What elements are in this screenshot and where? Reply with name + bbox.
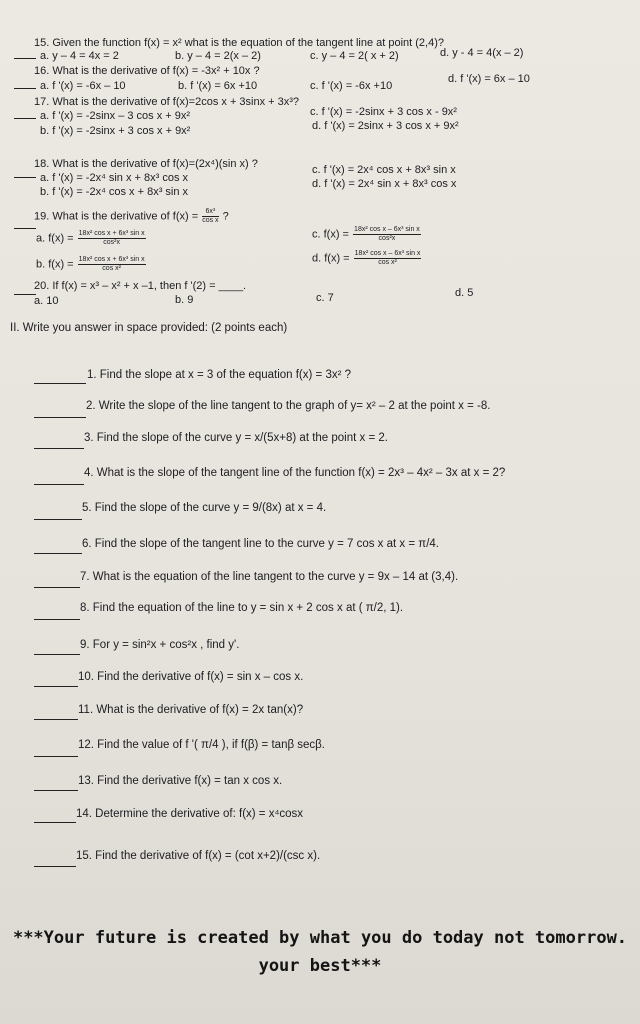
answer-blank-q16[interactable] [14,88,36,89]
answer-blank-p2-12[interactable] [34,756,78,757]
question-16: 16. What is the derivative of f(x) = -3x² + 10x ? [34,65,260,77]
choice-15a: a. y – 4 = 4x = 2 [40,50,119,62]
part2-item-3: 3. Find the slope of the curve y = x/(5x+8) at the point x = 2. [84,432,388,444]
answer-blank-q20[interactable] [14,294,36,295]
part2-item-5: 5. Find the slope of the curve y = 9/(8x) at x = 4. [82,502,327,514]
choice-18b: b. f '(x) = -2x⁴ cos x + 8x³ sin x [40,186,189,198]
choice-19b-fraction [78,256,146,273]
fraction-denominator: cos x² [378,259,397,266]
part2-item-7: 7. What is the equation of the line tangent to the curve y = 9x – 14 at (3,4). [80,571,459,583]
choice-20d: d. 5 [455,287,474,299]
fraction-denominator: cos x² [102,265,121,272]
choice-20a: a. 10 [34,295,59,307]
fraction-denominator: cos x [202,217,219,224]
question-18: 18. What is the derivative of f(x)=(2x⁴)(sin x) ? [34,158,258,170]
choice-19d-fraction [354,250,422,267]
choice-17d: d. f '(x) = 2sinx + 3 cos x + 9x² [312,120,459,132]
answer-blank-q18[interactable] [14,177,36,178]
answer-blank-q19[interactable] [14,228,36,229]
answer-blank-p2-4[interactable] [34,484,84,485]
choice-15c: c. y – 4 = 2( x + 2) [310,50,399,62]
choice-15b: b. y – 4 = 2(x – 2) [175,50,261,62]
part2-item-10: 10. Find the derivative of f(x) = sin x – cos x. [78,671,304,683]
part2-item-8: 8. Find the equation of the line to y = sin x + 2 cos x at ( π/2, 1). [80,602,404,614]
question-19-fraction [202,208,218,225]
fraction-numerator: 18x² cos x – 6x³ sin x [354,250,421,257]
choice-19a [36,230,147,247]
choice-18d: d. f '(x) = 2x⁴ sin x + 8x³ cos x [312,178,457,190]
question-15: 15. Given the function f(x) = x² what is the equation of the tangent line at point (2,4)? [34,37,444,49]
answer-blank-p2-7[interactable] [34,587,80,588]
answer-blank-p2-14[interactable] [34,822,76,823]
answer-blank-p2-13[interactable] [34,790,78,791]
answer-blank-p2-15[interactable] [34,866,76,867]
answer-blank-p2-6[interactable] [34,553,82,554]
answer-blank-p2-3[interactable] [34,448,84,449]
fraction-numerator: 18x² cos x – 6x³ sin x [354,226,420,233]
choice-16a: a. f '(x) = -6x – 10 [40,80,126,92]
fraction-numerator: 18x² cos x + 6x³ sin x [78,230,145,237]
part2-heading: II. Write you answer in space provided: (2 points each) [10,322,288,334]
part2-item-11: 11. What is the derivative of f(x) = 2x tan(x)? [78,704,304,716]
choice-19b [36,256,147,273]
choice-19d [312,250,422,267]
fraction-numerator: 18x² cos x + 6x³ sin x [78,256,145,263]
fraction-denominator: cos²x [103,239,120,246]
part2-item-9: 9. For y = sin²x + cos²x , find y'. [80,639,240,651]
part2-item-1: 1. Find the slope at x = 3 of the equation f(x) = 3x² ? [87,369,352,381]
choice-16d: d. f '(x) = 6x – 10 [448,73,530,85]
part2-item-6: 6. Find the slope of the tangent line to the curve y = 7 cos x at x = π/4. [82,538,439,550]
choice-19a-fraction [78,230,146,247]
question-19-end: ? [222,210,229,223]
choice-18c: c. f '(x) = 2x⁴ cos x + 8x³ sin x [312,164,456,176]
choice-15d: d. y - 4 = 4(x – 2) [440,47,524,59]
question-19 [34,208,229,225]
motivational-quote-line-1: ***Your future is created by what you do today not tomorrow. [12,928,628,948]
choice-19d-label: d. f(x) = [312,252,350,265]
choice-16c: c. f '(x) = -6x +10 [310,80,393,92]
answer-blank-p2-1[interactable] [34,383,86,384]
choice-17c: c. f '(x) = -2sinx + 3 cos x - 9x² [310,106,457,118]
choice-17b: b. f '(x) = -2sinx + 3 cos x + 9x² [40,125,191,137]
answer-blank-p2-9[interactable] [34,654,80,655]
answer-blank-p2-11[interactable] [34,719,78,720]
part2-item-12: 12. Find the value of f '( π/4 ), if f(β) = tanβ secβ. [78,739,325,751]
part2-item-15: 15. Find the derivative of f(x) = (cot x+2)/(csc x). [76,850,321,862]
answer-blank-p2-8[interactable] [34,619,80,620]
choice-17a: a. f '(x) = -2sinx – 3 cos x + 9x² [40,110,191,122]
part2-item-2: 2. Write the slope of the line tangent to the graph of y= x² – 2 at the point x = -8. [86,400,491,412]
part2-item-4: 4. What is the slope of the tangent line of the function f(x) = 2x³ – 4x² – 3x at x = 2? [84,467,506,479]
choice-20c: c. 7 [316,292,334,304]
choice-19c [312,226,422,243]
answer-blank-p2-10[interactable] [34,686,78,687]
fraction-numerator: 6x³ [202,208,218,217]
choice-19c-label: c. f(x) = [312,228,349,241]
question-17: 17. What is the derivative of f(x)=2cos x + 3sinx + 3x³? [34,96,300,108]
answer-blank-p2-5[interactable] [34,519,82,520]
choice-20b: b. 9 [175,294,194,306]
choice-19b-label: b. f(x) = [36,258,74,271]
choice-18a: a. f '(x) = -2x⁴ sin x + 8x³ cos x [40,172,189,184]
question-19-text: 19. What is the derivative of f(x) = [34,210,199,223]
choice-16b: b. f '(x) = 6x +10 [178,80,258,92]
part2-item-14: 14. Determine the derivative of: f(x) = x⁴cosx [76,808,304,820]
answer-blank-q15[interactable] [14,58,36,59]
part2-item-13: 13. Find the derivative f(x) = tan x cos x. [78,775,283,787]
answer-blank-q17[interactable] [14,118,36,119]
motivational-quote-line-2: your best*** [258,956,382,976]
choice-19c-fraction [353,226,421,243]
fraction-denominator: cos²x [378,235,396,242]
answer-blank-p2-2[interactable] [34,417,86,418]
question-20: 20. If f(x) = x³ – x² + x –1, then f '(2) = ____. [34,280,247,292]
choice-19a-label: a. f(x) = [36,232,74,245]
